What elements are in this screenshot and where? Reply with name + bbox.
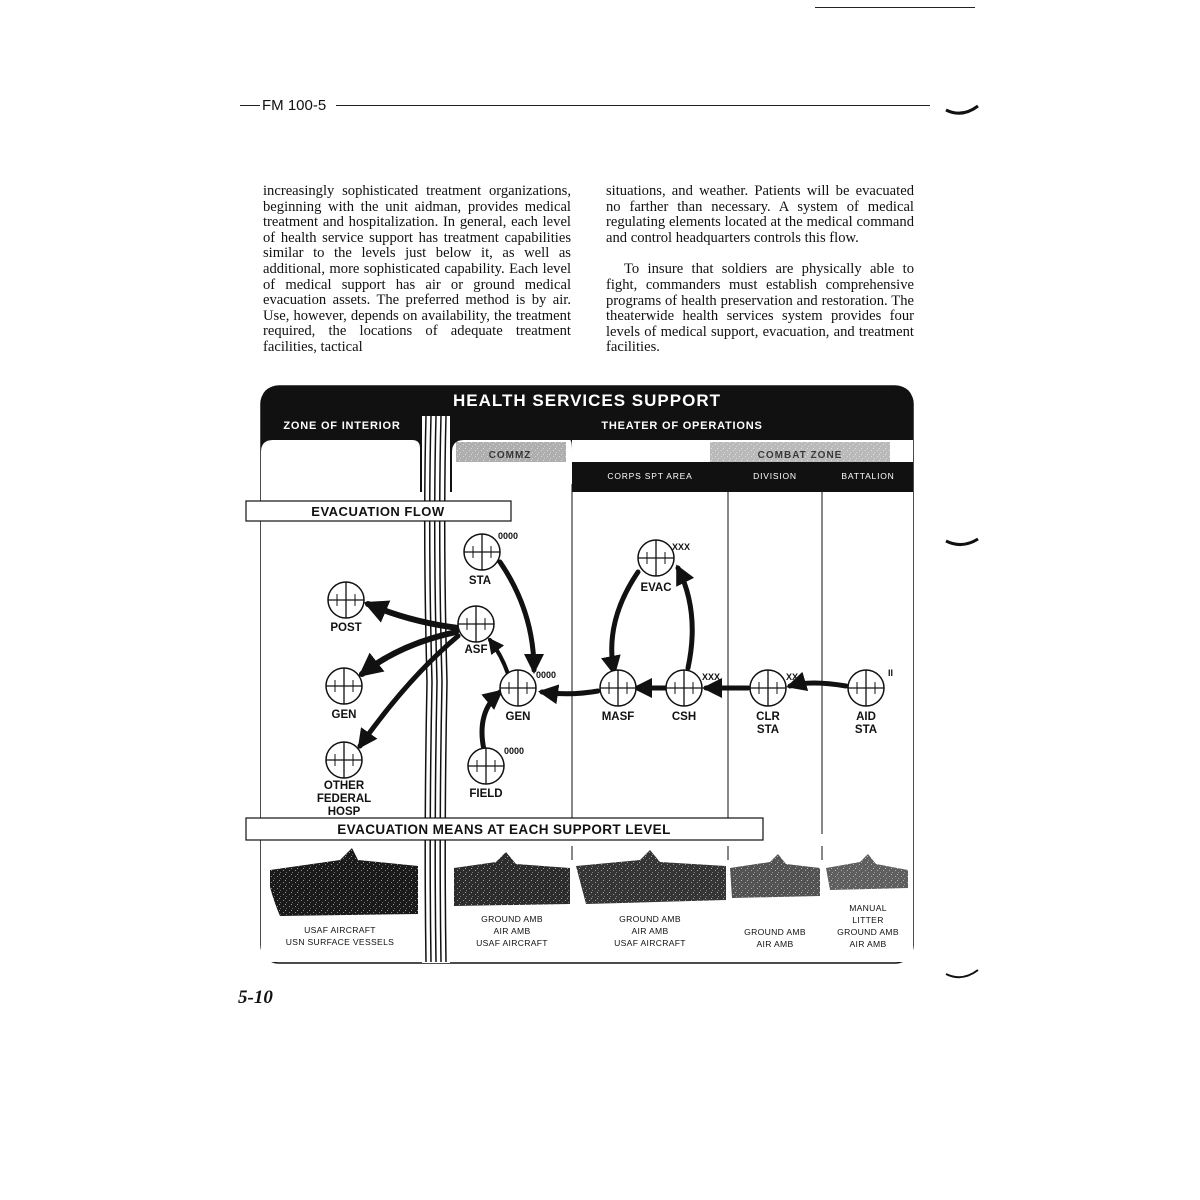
commz-label: COMMZ	[488, 450, 532, 461]
gen-label: GEN	[505, 711, 531, 723]
masf-label: MASF	[601, 711, 635, 723]
evac-label: EVAC	[640, 582, 672, 594]
aid-sta-label: STA	[854, 724, 878, 736]
aid-echelon: II	[888, 668, 894, 678]
node-masf	[600, 670, 636, 723]
means-bn-4: AIR AMB	[849, 939, 887, 949]
clr-sta-label: STA	[756, 724, 780, 736]
battalion-label: BATTALION	[841, 471, 895, 481]
paragraph-right-2: To insure that soldiers are physically able to fight, commanders must establish comprehensive programs of health preservation and restoration. The theaterwide health services system provides four levels of medical support, evacuation, and treatment facilities.	[606, 261, 914, 356]
means-bn-1: MANUAL	[849, 903, 887, 913]
post-label: POST	[330, 622, 362, 634]
gen-zi-label: GEN	[331, 709, 357, 721]
commz-print-noise	[456, 442, 566, 462]
asf-label: ASF	[464, 644, 488, 656]
header-code: FM 100-5	[262, 97, 327, 114]
health-services-diagram	[240, 382, 930, 967]
csh-label: CSH	[671, 711, 697, 723]
binder-mark-middle	[944, 535, 984, 555]
means-commz-3: USAF AIRCRAFT	[476, 938, 548, 948]
sta-label: STA	[468, 575, 492, 587]
means-zi-1: USAF AIRCRAFT	[304, 925, 376, 935]
means-div-2: AIR AMB	[756, 939, 794, 949]
diagram-title: HEALTH SERVICES SUPPORT	[453, 391, 721, 410]
theater-of-operations-label: THEATER OF OPERATIONS	[601, 420, 763, 432]
hosp-label: HOSP	[327, 806, 361, 818]
federal-label: FEDERAL	[316, 793, 372, 805]
top-right-rule	[815, 7, 975, 8]
other-label: OTHER	[323, 780, 365, 792]
field-echelon: 0000	[504, 746, 525, 756]
clr-echelon: XX	[786, 672, 799, 682]
page-number: 5-10	[238, 987, 273, 1008]
aid-label: AID	[856, 711, 876, 723]
means-commz-2: AIR AMB	[493, 926, 531, 936]
evacuation-flow-label: EVACUATION FLOW	[311, 504, 445, 519]
means-commz-1: GROUND AMB	[481, 914, 543, 924]
means-bn-2: LITTER	[852, 915, 884, 925]
corps-spt-area-label: CORPS SPT AREA	[607, 471, 693, 481]
means-corps-2: AIR AMB	[631, 926, 669, 936]
means-bn-3: GROUND AMB	[837, 927, 899, 937]
arrow-masf-to-gen	[542, 691, 598, 694]
means-zi-2: USN SURFACE VESSELS	[285, 937, 395, 947]
arrow-aid-to-clr	[790, 683, 846, 686]
division-label: DIVISION	[753, 471, 797, 481]
field-label: FIELD	[469, 788, 503, 800]
binder-mark-bottom	[944, 966, 984, 986]
header-rule	[336, 105, 930, 106]
means-div-1: GROUND AMB	[744, 927, 806, 937]
paragraph-left: increasingly sophisticated treatment organizations, beginning with the unit aidman, provides medical treatment and hospitalization. In general, each level of health service support has treatment capabilities similar to the levels just below it, as well as additional, more sophisticated capability. Each level of medical support has air or ground medical evacuation assets. The preferred method is by air. Use, however, depends on availability, the treatment required, the locations of adequate treatment facilities, tactical	[263, 183, 571, 355]
text-column-right	[606, 184, 914, 372]
zone-of-interior-label: ZONE OF INTERIOR	[283, 420, 401, 432]
paragraph-right-1: situations, and weather. Patients will be evacuated no farther than necessary. A system of medical regulating elements located at the medical command and control headquarters controls this flow.	[606, 183, 914, 246]
means-corps-1: GROUND AMB	[619, 914, 681, 924]
sta-echelon: 0000	[498, 531, 519, 541]
gen-echelon: 0000	[536, 670, 557, 680]
header-rule-left	[240, 105, 260, 106]
text-column-left	[263, 184, 571, 372]
combat-print-noise	[710, 442, 890, 462]
evacuation-means-label: EVACUATION MEANS AT EACH SUPPORT LEVEL	[337, 822, 671, 837]
binder-mark-top	[944, 100, 984, 120]
means-corps-3: USAF AIRCRAFT	[614, 938, 686, 948]
clr-label: CLR	[756, 711, 780, 723]
csh-echelon: XXX	[702, 672, 721, 682]
evac-echelon: XXX	[672, 542, 691, 552]
node-post	[328, 582, 364, 634]
ocean-separator	[422, 416, 450, 963]
combat-zone-label: COMBAT ZONE	[757, 450, 843, 461]
